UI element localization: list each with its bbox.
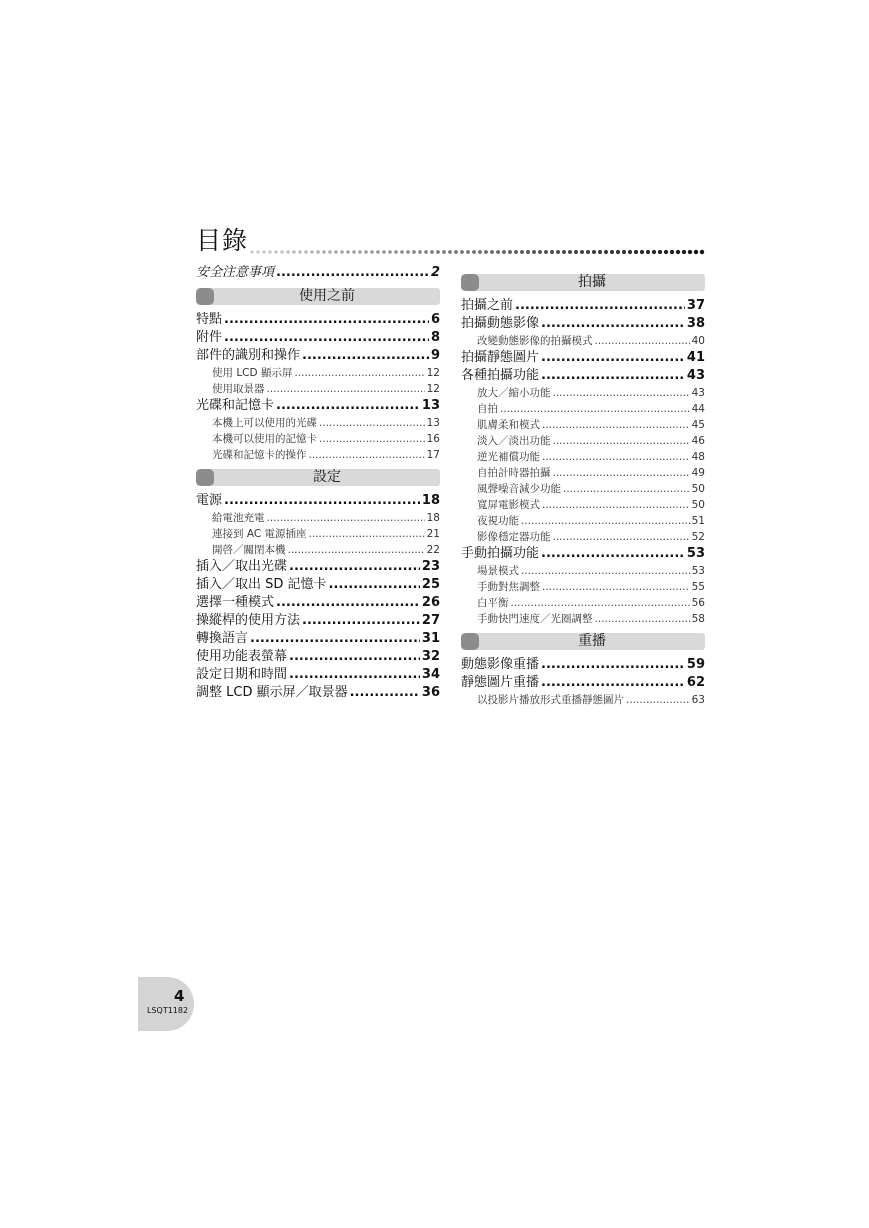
toc-subentry[interactable]: [461, 563, 705, 579]
toc-entry-page: 16: [426, 433, 440, 445]
rule-dot: [640, 250, 644, 254]
toc-entry-label: 各種拍攝功能: [461, 368, 540, 383]
rule-dot: [298, 250, 301, 253]
rule-dot: [670, 250, 674, 254]
toc-subentry[interactable]: [461, 401, 705, 417]
toc-entry-page: 22: [426, 544, 440, 556]
section-header-bar: [461, 633, 705, 650]
toc-entry-page: 12: [426, 367, 440, 379]
rule-dot: [364, 250, 368, 254]
rule-dot: [502, 250, 506, 254]
toc-entry[interactable]: [196, 648, 440, 666]
rule-dot: [646, 250, 650, 254]
toc-entry-page: 23: [421, 559, 440, 574]
toc-entry-label: 使用取景器: [212, 383, 265, 395]
rule-dot: [538, 250, 542, 254]
toc-entry[interactable]: [196, 397, 440, 415]
title-dotted-rule: [249, 248, 706, 256]
toc-entry-page: 53: [691, 565, 705, 577]
toc-subentry[interactable]: [196, 431, 440, 447]
toc-entry[interactable]: [196, 684, 440, 702]
rule-dot: [262, 250, 265, 253]
rule-dot: [424, 250, 428, 254]
toc-entry-page: 63: [691, 694, 705, 706]
toc-entry-page: 50: [691, 499, 705, 511]
dot-leader: [500, 401, 690, 417]
toc-entry[interactable]: [196, 576, 440, 594]
toc-entry-label: 自拍: [477, 403, 498, 415]
toc-entry-page: 44: [691, 403, 705, 415]
rule-dot: [592, 250, 596, 254]
dot-leader: [224, 311, 429, 329]
rule-dot: [604, 250, 608, 254]
rule-dot: [574, 250, 578, 254]
toc-entry-page: 48: [691, 451, 705, 463]
toc-subentry[interactable]: [196, 542, 440, 558]
toc-entry-page: 62: [686, 675, 705, 690]
dot-leader: [224, 329, 429, 347]
toc-entry-label: 淡入／淡出功能: [477, 435, 551, 447]
rule-dot: [658, 250, 662, 254]
rule-dot: [580, 250, 584, 254]
rule-dot: [448, 250, 452, 254]
rule-dot: [490, 250, 494, 254]
toc-subentry[interactable]: [196, 415, 440, 431]
toc-subentry[interactable]: [461, 497, 705, 513]
rule-dot: [562, 250, 566, 254]
toc-entry[interactable]: [461, 349, 705, 367]
rule-dot: [436, 250, 440, 254]
dot-leader: [302, 347, 429, 365]
page-number: 4: [174, 987, 185, 1005]
rule-dot: [550, 250, 554, 254]
rule-dot: [598, 250, 602, 254]
rule-dot: [568, 250, 572, 254]
toc-entry-label: 改變動態影像的拍攝模式: [477, 335, 593, 347]
rule-dot: [484, 250, 488, 254]
toc-subentry[interactable]: [196, 526, 440, 542]
toc-subentry[interactable]: [461, 385, 705, 401]
toc-entry-page: 26: [421, 595, 440, 610]
toc-entry-page: 31: [421, 631, 440, 646]
rule-dot: [700, 250, 704, 254]
rule-dot: [616, 250, 620, 254]
toc-subentry[interactable]: [461, 611, 705, 627]
dot-leader: [553, 385, 690, 401]
toc-entry-page: 46: [691, 435, 705, 447]
toc-entry-page: 32: [421, 649, 440, 664]
dot-leader: [294, 365, 424, 381]
toc-subentry[interactable]: [196, 510, 440, 526]
toc-entry-label: 使用功能表螢幕: [196, 649, 288, 664]
dot-leader: [276, 264, 429, 282]
toc-entry[interactable]: [196, 630, 440, 648]
dot-leader: [289, 558, 420, 576]
rule-dot: [346, 250, 349, 253]
toc-entry[interactable]: [461, 656, 705, 674]
toc-entry-page: 18: [421, 493, 440, 508]
rule-dot: [412, 250, 416, 254]
dot-leader: [542, 497, 690, 513]
toc-entry-label: 使用 LCD 顯示屏: [212, 367, 293, 379]
dot-leader: [595, 333, 690, 349]
toc-entry-page: 8: [430, 330, 440, 345]
toc-subentry[interactable]: [461, 481, 705, 497]
rule-dot: [472, 250, 476, 254]
toc-subentry[interactable]: [461, 465, 705, 481]
toc-entry-page: 2: [430, 265, 440, 280]
toc-entry-label: 拍攝動態影像: [461, 316, 540, 331]
document-code: LSQT1182: [147, 1006, 189, 1015]
toc-entry-label: 操縱桿的使用方法: [196, 613, 301, 628]
toc-subentry[interactable]: [196, 365, 440, 381]
rule-dot: [526, 250, 530, 254]
rule-dot: [304, 250, 307, 253]
rule-dot: [250, 250, 253, 253]
dot-leader: [542, 579, 690, 595]
dot-leader: [563, 481, 690, 497]
toc-entry-label: 轉換語言: [196, 631, 249, 646]
toc-entry-page: 13: [426, 417, 440, 429]
toc-entry-label: 手動對焦調整: [477, 581, 540, 593]
toc-entry-page: 36: [421, 685, 440, 700]
rule-dot: [370, 250, 374, 254]
dot-leader: [541, 349, 685, 367]
dot-leader: [309, 447, 425, 463]
toc-entry-label: 影像穩定器功能: [477, 531, 551, 543]
toc-subentry[interactable]: [196, 381, 440, 397]
toc-entry-label: 安全注意事項: [196, 265, 275, 280]
toc-subentry[interactable]: [461, 529, 705, 545]
toc-entry-label: 放大／縮小功能: [477, 387, 551, 399]
dot-leader: [309, 526, 425, 542]
dot-leader: [289, 648, 420, 666]
toc-entry-page: 21: [426, 528, 440, 540]
dot-leader: [350, 684, 420, 702]
dot-leader: [276, 594, 420, 612]
rule-dot: [280, 250, 283, 253]
section-marker-icon: [196, 469, 214, 486]
dot-leader: [521, 563, 690, 579]
toc-entry-label: 拍攝靜態圖片: [461, 350, 540, 365]
rule-dot: [256, 250, 259, 253]
dot-leader: [515, 297, 685, 315]
toc-entry[interactable]: [196, 347, 440, 365]
rule-dot: [454, 250, 458, 254]
toc-entry-label: 特點: [196, 312, 223, 327]
rule-dot: [496, 250, 500, 254]
toc-entry-page: 45: [691, 419, 705, 431]
toc-entry[interactable]: [196, 558, 440, 576]
toc-entry-safety[interactable]: [196, 264, 440, 282]
toc-entry-label: 逆光補償功能: [477, 451, 540, 463]
dot-leader: [541, 656, 685, 674]
rule-dot: [532, 250, 536, 254]
dot-leader: [521, 513, 690, 529]
toc-entry-page: 55: [691, 581, 705, 593]
rule-dot: [316, 250, 319, 253]
rule-dot: [388, 250, 392, 254]
rule-dot: [340, 250, 343, 253]
toc-subentry[interactable]: [196, 447, 440, 463]
dot-leader: [267, 381, 425, 397]
rule-dot: [442, 250, 446, 254]
section-header-label: 使用之前: [299, 288, 355, 304]
toc-subentry[interactable]: [461, 595, 705, 611]
toc-subentry[interactable]: [461, 579, 705, 595]
toc-entry-page: 53: [686, 546, 705, 561]
toc-entry[interactable]: [461, 545, 705, 563]
section-header-bar: [196, 288, 440, 305]
dot-leader: [541, 545, 685, 563]
toc-entry-label: 附件: [196, 330, 223, 345]
dot-leader: [541, 367, 685, 385]
dot-leader: [276, 397, 420, 415]
toc-entry-page: 58: [691, 613, 705, 625]
toc-entry-page: 51: [691, 515, 705, 527]
toc-entry-page: 27: [421, 613, 440, 628]
section-marker-icon: [461, 633, 479, 650]
dot-leader: [302, 612, 420, 630]
rule-dot: [274, 250, 277, 253]
dot-leader: [250, 630, 420, 648]
toc-left-column: [196, 264, 440, 702]
rule-dot: [292, 250, 295, 253]
toc-entry-label: 拍攝之前: [461, 298, 514, 313]
toc-entry-page: 41: [686, 350, 705, 365]
toc-entry-label: 設定日期和時間: [196, 667, 288, 682]
dot-leader: [542, 417, 690, 433]
dot-leader: [541, 674, 685, 692]
section-header-bar: [461, 274, 705, 291]
rule-dot: [508, 250, 512, 254]
toc-entry-label: 電源: [196, 493, 223, 508]
dot-leader: [595, 611, 690, 627]
toc-entry-page: 18: [426, 512, 440, 524]
toc-entry-label: 連接到 AC 電源插座: [212, 528, 307, 540]
rule-dot: [688, 250, 692, 254]
toc-entry-label: 本機上可以使用的光碟: [212, 417, 317, 429]
rule-dot: [466, 250, 470, 254]
rule-dot: [610, 250, 614, 254]
section-header-label: 設定: [313, 469, 341, 485]
toc-entry[interactable]: [196, 594, 440, 612]
rule-dot: [376, 250, 380, 254]
toc-entry-page: 43: [686, 368, 705, 383]
toc-entry-page: 25: [421, 577, 440, 592]
toc-entry-page: 34: [421, 667, 440, 682]
section-marker-icon: [461, 274, 479, 291]
toc-subentry[interactable]: [461, 692, 705, 708]
page-title: 目錄: [196, 226, 249, 255]
toc-entry-label: 手動快門速度／光圈調整: [477, 613, 593, 625]
rule-dot: [520, 250, 524, 254]
rule-dot: [652, 250, 656, 254]
toc-entry[interactable]: [461, 674, 705, 692]
toc-entry-label: 插入／取出 SD 記憶卡: [196, 577, 327, 592]
rule-dot: [676, 250, 680, 254]
toc-entry-label: 夜視功能: [477, 515, 519, 527]
rule-dot: [382, 250, 386, 254]
toc-entry-label: 插入／取出光碟: [196, 559, 288, 574]
toc-entry-label: 白平衡: [477, 597, 509, 609]
toc-entry-page: 37: [686, 298, 705, 313]
rule-dot: [328, 250, 331, 253]
section-header-label: 重播: [578, 633, 606, 649]
toc-entry-page: 40: [691, 335, 705, 347]
rule-dot: [400, 250, 404, 254]
rule-dot: [514, 250, 518, 254]
dot-leader: [329, 576, 420, 594]
toc-entry-label: 選擇一種模式: [196, 595, 275, 610]
rule-dot: [334, 250, 337, 253]
rule-dot: [664, 250, 668, 254]
toc-entry-label: 靜態圖片重播: [461, 675, 540, 690]
toc-entry-page: 9: [430, 348, 440, 363]
toc-entry[interactable]: [196, 329, 440, 347]
rule-dot: [460, 250, 464, 254]
toc-entry-page: 49: [691, 467, 705, 479]
rule-dot: [478, 250, 482, 254]
toc-entry-label: 自拍計時器拍攝: [477, 467, 551, 479]
toc-entry-page: 38: [686, 316, 705, 331]
toc-entry-page: 59: [686, 657, 705, 672]
rule-dot: [322, 250, 325, 253]
toc-entry[interactable]: [461, 367, 705, 385]
toc-entry-page: 17: [426, 449, 440, 461]
toc-entry-label: 部件的識別和操作: [196, 348, 301, 363]
toc-entry-page: 6: [430, 312, 440, 327]
dot-leader: [626, 692, 690, 708]
rule-dot: [622, 250, 626, 254]
toc-right-column: [461, 268, 705, 708]
rule-dot: [418, 250, 422, 254]
dot-leader: [224, 492, 420, 510]
toc-entry-label: 光碟和記憶卡的操作: [212, 449, 307, 461]
toc-entry[interactable]: [196, 666, 440, 684]
toc-entry-label: 動態影像重播: [461, 657, 540, 672]
dot-leader: [288, 542, 425, 558]
dot-leader: [553, 529, 690, 545]
section-marker-icon: [196, 288, 214, 305]
dot-leader: [542, 449, 690, 465]
dot-leader: [289, 666, 420, 684]
toc-entry-label: 調整 LCD 顯示屏／取景器: [196, 685, 348, 700]
toc-entry-page: 12: [426, 383, 440, 395]
rule-dot: [556, 250, 560, 254]
toc-entry-label: 開啓／關閉本機: [212, 544, 286, 556]
toc-entry-label: 光碟和記憶卡: [196, 398, 275, 413]
toc-entry-label: 本機可以使用的記憶卡: [212, 433, 317, 445]
toc-entry-page: 13: [421, 398, 440, 413]
toc-entry-page: 52: [691, 531, 705, 543]
toc-entry[interactable]: [196, 492, 440, 510]
rule-dot: [310, 250, 313, 253]
rule-dot: [394, 250, 398, 254]
rule-dot: [544, 250, 548, 254]
dot-leader: [553, 465, 690, 481]
toc-entry-page: 56: [691, 597, 705, 609]
rule-dot: [586, 250, 590, 254]
dot-leader: [319, 431, 425, 447]
toc-subentry[interactable]: [461, 513, 705, 529]
toc-entry-page: 50: [691, 483, 705, 495]
rule-dot: [694, 250, 698, 254]
toc-entry-label: 寬屏電影模式: [477, 499, 540, 511]
toc-entry[interactable]: [461, 297, 705, 315]
rule-dot: [358, 250, 361, 253]
dot-leader: [319, 415, 425, 431]
rule-dot: [268, 250, 271, 253]
toc-entry-label: 給電池充電: [212, 512, 265, 524]
dot-leader: [511, 595, 690, 611]
dot-leader: [267, 510, 425, 526]
rule-dot: [628, 250, 632, 254]
section-header-bar: [196, 469, 440, 486]
rule-dot: [430, 250, 434, 254]
toc-subentry[interactable]: [461, 333, 705, 349]
rule-dot: [352, 250, 355, 253]
toc-entry-label: 肌膚柔和模式: [477, 419, 540, 431]
rule-dot: [286, 250, 289, 253]
toc-entry[interactable]: [196, 612, 440, 630]
toc-entry-label: 風聲噪音減少功能: [477, 483, 561, 495]
toc-entry[interactable]: [196, 311, 440, 329]
page-number-tab: [138, 977, 194, 1031]
section-header-label: 拍攝: [578, 274, 606, 290]
toc-entry[interactable]: [461, 315, 705, 333]
rule-dot: [634, 250, 638, 254]
toc-entry-page: 43: [691, 387, 705, 399]
toc-subentry[interactable]: [461, 449, 705, 465]
toc-entry-label: 以投影片播放形式重播靜態圖片: [477, 694, 624, 706]
toc-entry-label: 場景模式: [477, 565, 519, 577]
rule-dot: [406, 250, 410, 254]
dot-leader: [541, 315, 685, 333]
toc-subentry[interactable]: [461, 417, 705, 433]
dot-leader: [553, 433, 690, 449]
toc-entry-label: 手動拍攝功能: [461, 546, 540, 561]
rule-dot: [682, 250, 686, 254]
toc-subentry[interactable]: [461, 433, 705, 449]
